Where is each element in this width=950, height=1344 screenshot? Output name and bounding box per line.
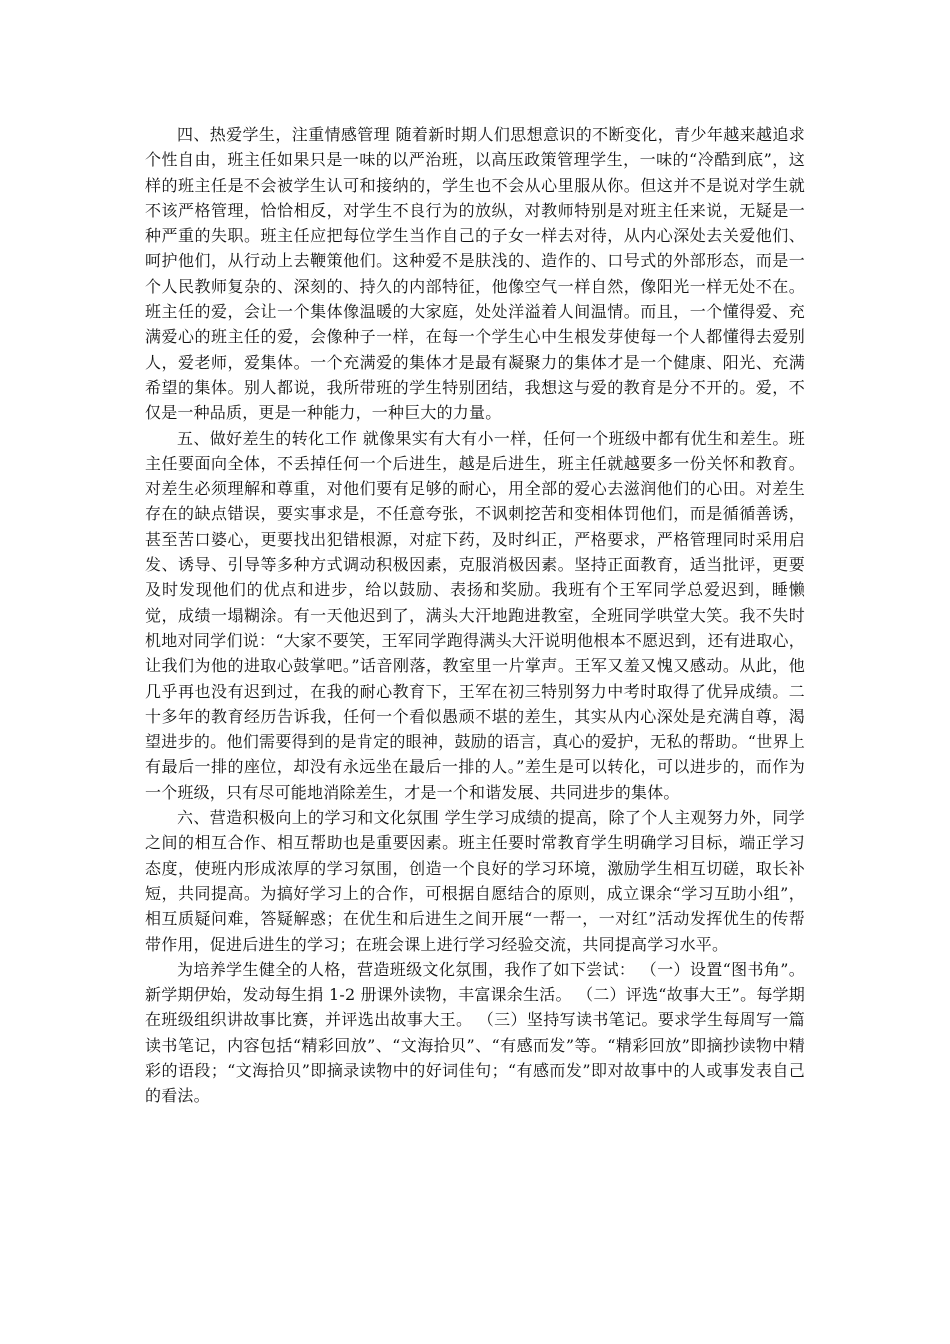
paragraph-learning-atmosphere: 六、营造积极向上的学习和文化氛围 学生学习成绩的提高，除了个人主观努力外，同学之间的相互合作、相互帮助也是重要因素。班主任要时常教育学生明确学习目标，端正学习态度，使班内形成浓厚的学习氛围，创造一个良好的学习环境，激励学生相互切磋，取长补短，共同提高。为搞好学习上的合作，可根据自愿结合的原则，成立课余“学习互助小组”，相互质疑问难，答疑解惑；在优生和后进生之间开展“一帮一，一对红”活动发挥优生的传帮带作用，促进后进生的学习；在班会课上进行学习经验交流，共同提高学习水平。 xyxy=(145,808,805,954)
paragraph-transform-weak-students: 五、做好差生的转化工作 就像果实有大有小一样，任何一个班级中都有优生和差生。班主任要面向全体，不丢掉任何一个后进生，越是后进生，班主任就越要多一份关怀和教育。对差生必须理解和尊重，对他们要有足够的耐心，用全部的爱心去滋润他们的心田。对差生存在的缺点错误，要实事求是，不任意夸张，不讽刺挖苦和变相体罚他们，而是循循善诱，甚至苦口婆心，更要找出犯错根源，对症下药，及时纠正，严格要求，严格管理同时采用启发、诱导、引导等多种方式调动积极因素，克服消极因素。坚持正面教育，适当批评，更要及时发现他们的优点和进步，给以鼓励、表扬和奖励。我班有个王军同学总爱迟到，睡懒觉，成绩一塌糊涂。有一天他迟到了，满头大汗地跑进教室，全班同学哄堂大笑。我不失时机地对同学们说：“大家不要笑，王军同学跑得满头大汗说明他根本不愿迟到，还有进取心，让我们为他的进取心鼓掌吧。”话音刚落，教室里一片掌声。王军又羞又愧又感动。从此，他几乎再也没有迟到过，在我的耐心教育下，王军在初三特别努力中考时取得了优异成绩。二十多年的教育经历告诉我，任何一个看似愚顽不堪的差生，其实从内心深处是充满自尊，渴望进步的。他们需要得到的是肯定的眼神，鼓励的语言，真心的爱护，无私的帮助。“世界上有最后一排的座位，却没有永远坐在最后一排的人。”差生是可以转化，可以进步的，而作为一个班级，只有尽可能地消除差生，才是一个和谐发展、共同进步的集体。 xyxy=(145,428,805,802)
paragraph-love-students: 四、热爱学生，注重情感管理 随着新时期人们思想意识的不断变化，青少年越来越追求个性自由，班主任如果只是一味的以严治班，以高压政策管理学生，一味的“冷酷到底”，这样的班主任是不会被学生认可和接纳的，学生也不会从心里服从你。但这并不是说对学生就不该严格管理，恰恰相反，对学生不良行为的放纵，对教师特别是对班主任来说，无疑是一种严重的失职。班主任应把每位学生当作自己的子女一样去对待，从内心深处去关爱他们、呵护他们，从行动上去鞭策他们。这种爱不是肤浅的、造作的、口号式的外部形态，而是一个人民教师复杂的、深刻的、持久的内部特征，他像空气一样自然，像阳光一样无处不在。班主任的爱，会让一个集体像温暖的大家庭，处处洋溢着人间温情。而且，一个懂得爱、充满爱心的班主任的爱，会像种子一样，在每一个学生心中生根发芽使每一个人都懂得去爱别人，爱老师，爱集体。一个充满爱的集体才是最有凝聚力的集体才是一个健康、阳光、充满希望的集体。别人都说，我所带班的学生特别团结，我想这与爱的教育是分不开的。爱，不仅是一种品质，更是一种能力，一种巨大的力量。 xyxy=(145,125,805,423)
document-body xyxy=(145,122,805,1109)
paragraph-class-culture: 为培养学生健全的人格，营造班级文化氛围，我作了如下尝试： （一）设置“图书角”。新学期伊始，发动每生捐 1-2 册课外读物，丰富课余生活。 （二）评选“故事大王”。每学期在班级组织讲故事比赛，并评选出故事大王。 （三）坚持写读书笔记。要求学生每周写一篇读书笔记，内容包括“精彩回放”、“文海拾贝”、“有感而发”等。“精彩回放”即摘抄读物中精彩的语段；“文海拾贝”即摘录读物中的好词佳句；“有感而发”即对故事中的人或事发表自己的看法。 xyxy=(145,959,805,1106)
